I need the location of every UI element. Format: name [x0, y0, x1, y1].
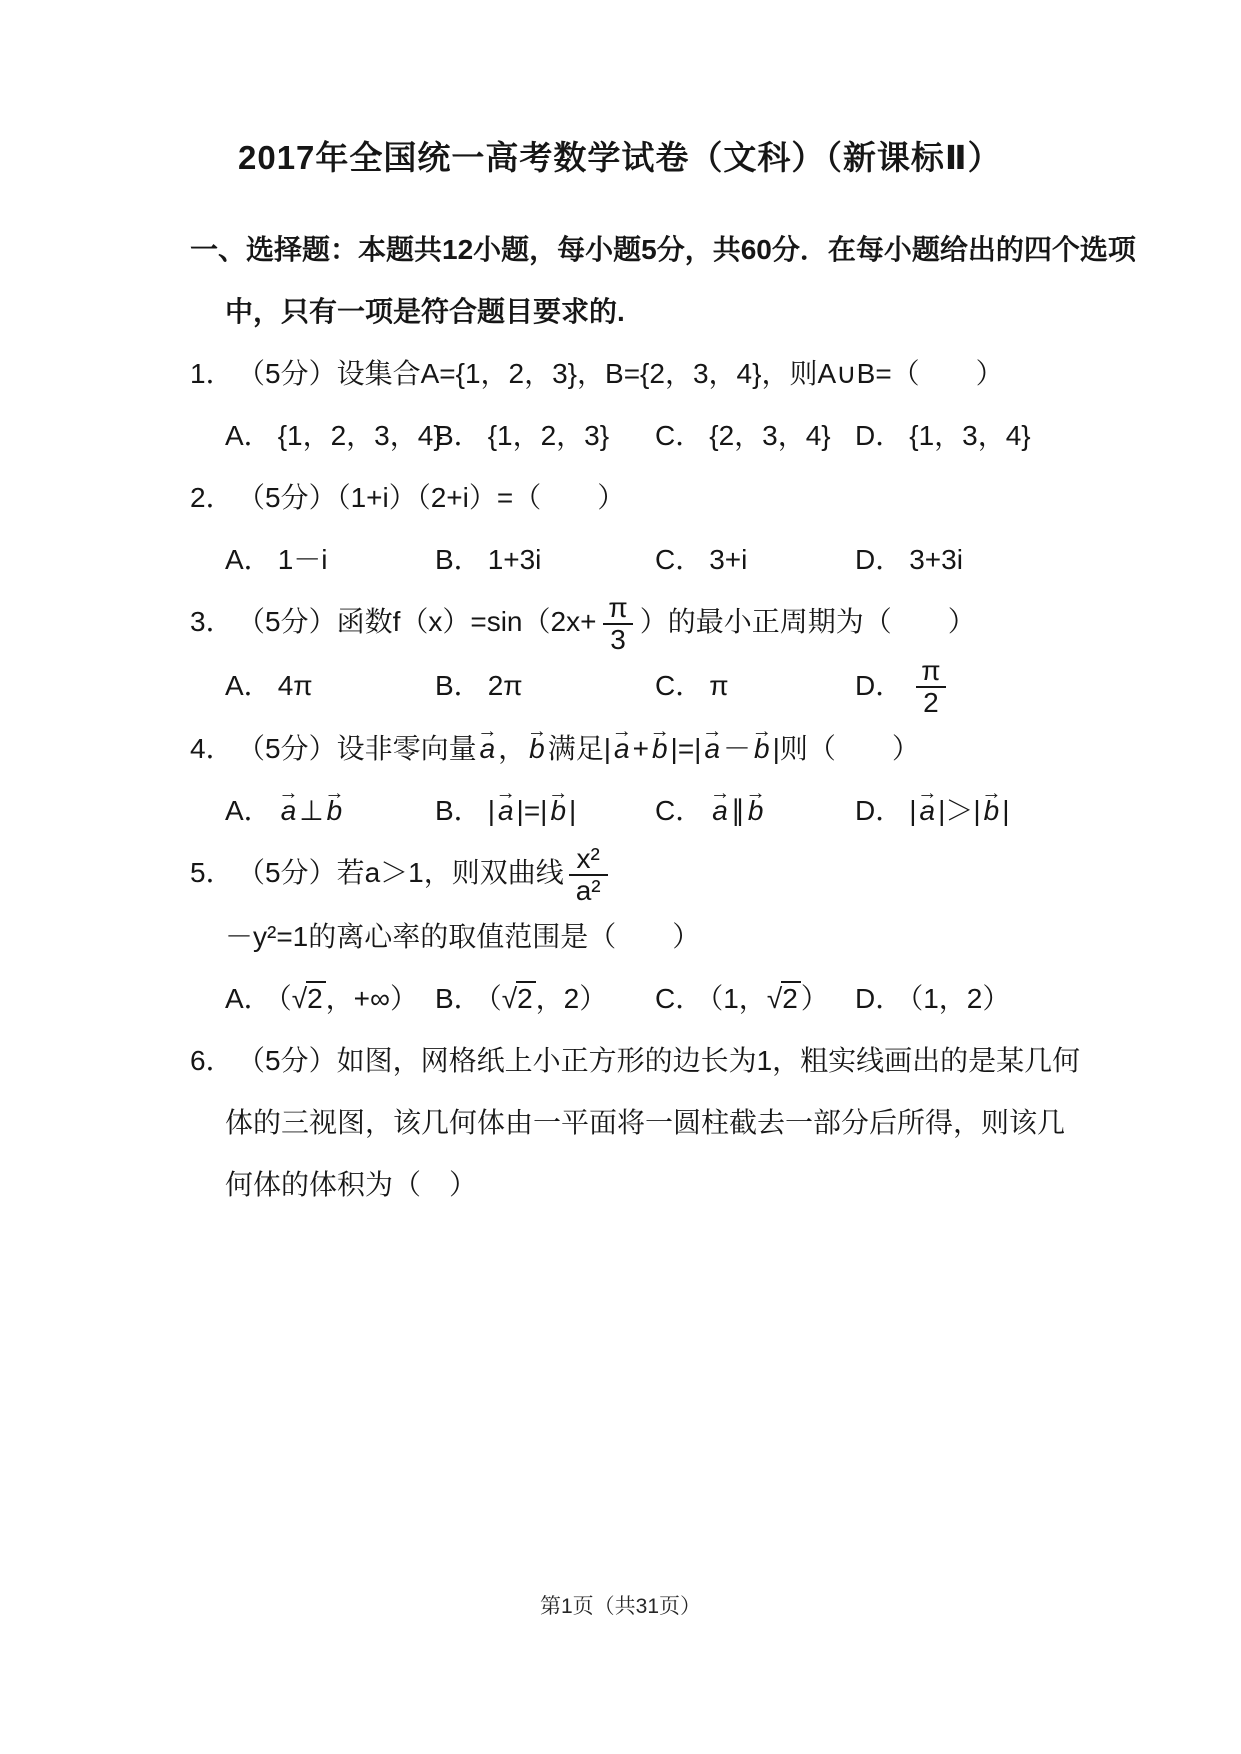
vector-letter: b: [983, 795, 1000, 827]
option-content: [488, 670, 523, 701]
vector: [917, 781, 938, 827]
sqrt: [502, 983, 536, 1014]
option-label: C．: [655, 420, 704, 451]
vector-letter: a: [497, 795, 514, 827]
option-label: A．: [225, 795, 272, 827]
math-text: 1－i: [277, 544, 328, 575]
vector: [751, 719, 772, 765]
question-stem: [0, 1030, 1085, 1216]
options-row: [0, 529, 1241, 591]
vector-arrow: →: [477, 719, 498, 742]
option-content: [278, 781, 346, 827]
option: [435, 655, 655, 719]
math-text: （5分）设非零向量: [237, 733, 477, 765]
fraction-numerator: π: [608, 591, 628, 623]
question-stem: [0, 591, 1085, 655]
vector-arrow: →: [495, 781, 516, 804]
vector: [709, 781, 731, 827]
vector-letter: a: [479, 733, 496, 765]
vector-arrow: →: [745, 781, 766, 804]
vector: [548, 781, 569, 827]
option: [435, 529, 655, 591]
sqrt-sign: √: [766, 982, 783, 1014]
question-stem: [0, 343, 1085, 405]
vector: [649, 719, 670, 765]
question-number: 6．: [190, 1044, 234, 1076]
vector-letter: b: [651, 733, 668, 765]
option: [655, 655, 855, 719]
options-row: [0, 968, 1241, 1030]
option: [855, 405, 1241, 467]
option-label: C．: [655, 982, 704, 1014]
math-text: ，: [498, 733, 527, 765]
vector-arrow: →: [548, 781, 569, 804]
math-text: |＞|: [938, 795, 981, 827]
option: [855, 655, 1241, 719]
option-content: [488, 420, 609, 451]
option: [655, 780, 855, 842]
vector-arrow: →: [709, 781, 731, 804]
vector-arrow: →: [917, 781, 938, 804]
option-label: D．: [855, 982, 904, 1014]
option-content: [909, 655, 952, 719]
question-number: 4．: [190, 733, 234, 765]
question-stem: [0, 842, 1085, 968]
option-label: C．: [655, 544, 704, 575]
math-text: 满足|: [547, 733, 612, 765]
question-number: 5．: [190, 857, 234, 889]
math-text: |=|: [516, 795, 548, 827]
option-content: [709, 670, 728, 701]
sqrt-sign: √: [501, 982, 518, 1014]
option: [435, 405, 655, 467]
fraction-numerator: π: [921, 655, 941, 687]
fraction-denominator: 3: [603, 623, 633, 655]
math-text: （5分）若a＞1，则双曲线: [237, 857, 564, 889]
vector-arrow: →: [526, 719, 548, 742]
option-content: [909, 544, 963, 575]
options-row: [0, 655, 1241, 719]
question: [0, 467, 1241, 591]
math-text: 2π: [487, 669, 523, 701]
vector-letter: b: [754, 733, 770, 765]
math-text: 4π: [277, 669, 313, 701]
fraction: [569, 844, 608, 906]
question: [0, 591, 1241, 718]
option-label: B．: [435, 669, 482, 701]
option-label: A．: [225, 669, 272, 701]
math-text: －: [723, 733, 752, 765]
vector-letter: b: [529, 733, 545, 765]
sqrt: [767, 983, 801, 1014]
question-stem: [0, 467, 1085, 529]
option-label: C．: [655, 795, 704, 827]
option-label: B．: [435, 544, 482, 575]
vector-letter: a: [280, 795, 297, 827]
sqrt-body: 2: [306, 981, 326, 1015]
vector: [324, 781, 345, 827]
vector: [477, 719, 498, 765]
option: [855, 780, 1241, 842]
option-content: [488, 983, 608, 1014]
vector-arrow: →: [649, 719, 670, 742]
options-row: [0, 405, 1241, 467]
vector: [278, 781, 299, 827]
math-text: ，+∞）: [325, 982, 418, 1014]
question-number: 3．: [190, 606, 234, 637]
question: [0, 343, 1241, 467]
math-text: |则（ ）: [772, 733, 920, 765]
question: [0, 842, 1241, 1030]
option-content: [487, 781, 577, 827]
option: [225, 780, 435, 842]
math-text: |: [909, 795, 917, 827]
vector-arrow: →: [702, 719, 723, 742]
vector: [981, 781, 1002, 827]
page-footer: 第1页（共31页）: [539, 1595, 702, 1618]
options-row: [0, 780, 1241, 842]
vector-arrow: →: [981, 781, 1002, 804]
sqrt: [292, 983, 326, 1014]
math-text: ）: [800, 982, 829, 1014]
question-number: 2．: [190, 482, 234, 513]
option: [655, 968, 855, 1030]
fraction-numerator: x²: [576, 842, 600, 874]
option: [435, 780, 655, 842]
math-text: {1，2，3，4}: [277, 420, 443, 451]
option-label: A．: [225, 544, 272, 575]
option-content: [278, 670, 313, 701]
question-number: 1．: [190, 358, 234, 389]
question: [0, 1030, 1241, 1216]
vector: [611, 719, 632, 765]
math-text: （: [487, 982, 502, 1014]
math-text: 3+3i: [909, 544, 963, 575]
math-text: （5分）设集合A={1，2，3}，B={2，3，4}，则A∪B=（ ）: [237, 358, 1004, 389]
math-text: π: [709, 669, 729, 701]
vector-letter: a: [712, 795, 728, 827]
fraction: [914, 656, 947, 718]
math-text: |: [569, 795, 577, 827]
option-label: B．: [435, 420, 482, 451]
math-text: {2，3，4}: [709, 420, 831, 451]
fraction: [601, 593, 634, 655]
questions: [0, 343, 1241, 1216]
vector: [495, 781, 516, 827]
math-text: {1，3，4}: [909, 420, 1031, 451]
option-content: [909, 420, 1030, 451]
math-text: +: [632, 733, 649, 765]
option: [435, 968, 655, 1030]
math-text: （5分）函数f（x）=sin（2x+: [237, 606, 597, 637]
vector: [702, 719, 723, 765]
option-content: [709, 781, 766, 827]
vector-arrow: →: [278, 781, 299, 804]
math-text: 3+i: [709, 544, 748, 575]
option: [655, 405, 855, 467]
option-label: B．: [435, 795, 482, 827]
math-text: |: [1002, 795, 1010, 827]
math-text: ）的最小正周期为（ ）: [639, 606, 976, 637]
option-content: [709, 420, 830, 451]
option-label: B．: [435, 982, 482, 1014]
option-content: [709, 983, 829, 1014]
math-text: ，2）: [535, 982, 608, 1014]
instruction-line-2: 中，只有一项是符合题目要求的.: [225, 296, 625, 327]
option-content: [488, 544, 542, 575]
fraction-denominator: a²: [569, 874, 608, 906]
page-title: 2017年全国统一高考数学试卷（文科）（新课标Ⅱ）: [238, 139, 1002, 176]
option-label: C．: [655, 669, 704, 701]
vector-letter: a: [704, 733, 721, 765]
sqrt-body: 2: [516, 981, 536, 1015]
option: [655, 529, 855, 591]
option-label: A．: [225, 982, 272, 1014]
option-content: [278, 420, 443, 451]
math-text: （1，: [709, 982, 767, 1014]
vector-letter: b: [326, 795, 343, 827]
question-stem: [0, 718, 1085, 780]
option-content: [909, 781, 1010, 827]
option: [225, 529, 435, 591]
math-text: （: [277, 982, 292, 1014]
option-label: D．: [855, 420, 904, 451]
option-content: [709, 544, 747, 575]
sqrt-sign: √: [291, 982, 308, 1014]
option-content: [278, 544, 328, 575]
section-instructions: [0, 219, 1241, 343]
option-label: A．: [225, 420, 272, 451]
vector-arrow: →: [611, 719, 632, 742]
option-label: D．: [855, 795, 904, 827]
option-content: [278, 983, 418, 1014]
math-text: （5分）如图，网格纸上小正方形的边长为1，粗实线画出的是某几何体的三视图，该几何体由一平面将一圆柱截去一部分后所得，则该几何体的体积为（ ）: [225, 1044, 1081, 1200]
option-label: D．: [855, 544, 904, 575]
option: [855, 968, 1241, 1030]
math-text: |=|: [670, 733, 702, 765]
math-text: （1，2）: [909, 982, 1011, 1014]
sqrt-body: 2: [781, 981, 801, 1015]
math-text: －y²=1的离心率的取值范围是（ ）: [225, 920, 701, 952]
vector-arrow: →: [751, 719, 772, 742]
math-text: ⊥: [299, 795, 324, 827]
math-text: |: [487, 795, 495, 827]
vector-letter: b: [747, 795, 764, 827]
vector: [526, 719, 548, 765]
vector-letter: a: [919, 795, 936, 827]
option: [225, 405, 443, 467]
vector-arrow: →: [324, 781, 345, 804]
option-label: D．: [855, 669, 904, 701]
question: [0, 718, 1241, 842]
vector-letter: b: [550, 795, 567, 827]
math-text: ∥: [730, 795, 745, 827]
instruction-line-1: 一、选择题：本题共12小题，每小题5分，共60分．在每小题给出的四个选项: [190, 234, 1136, 265]
option: [225, 655, 435, 719]
vector: [745, 781, 766, 827]
math-text: （5分）（1+i）（2+i）=（ ）: [237, 482, 626, 513]
math-text: {1，2，3}: [487, 420, 610, 451]
option: [225, 968, 435, 1030]
vector-letter: a: [614, 733, 630, 765]
option-content: [909, 983, 1010, 1014]
fraction-denominator: 2: [916, 686, 946, 718]
math-text: 1+3i: [487, 544, 542, 575]
option: [855, 529, 1241, 591]
